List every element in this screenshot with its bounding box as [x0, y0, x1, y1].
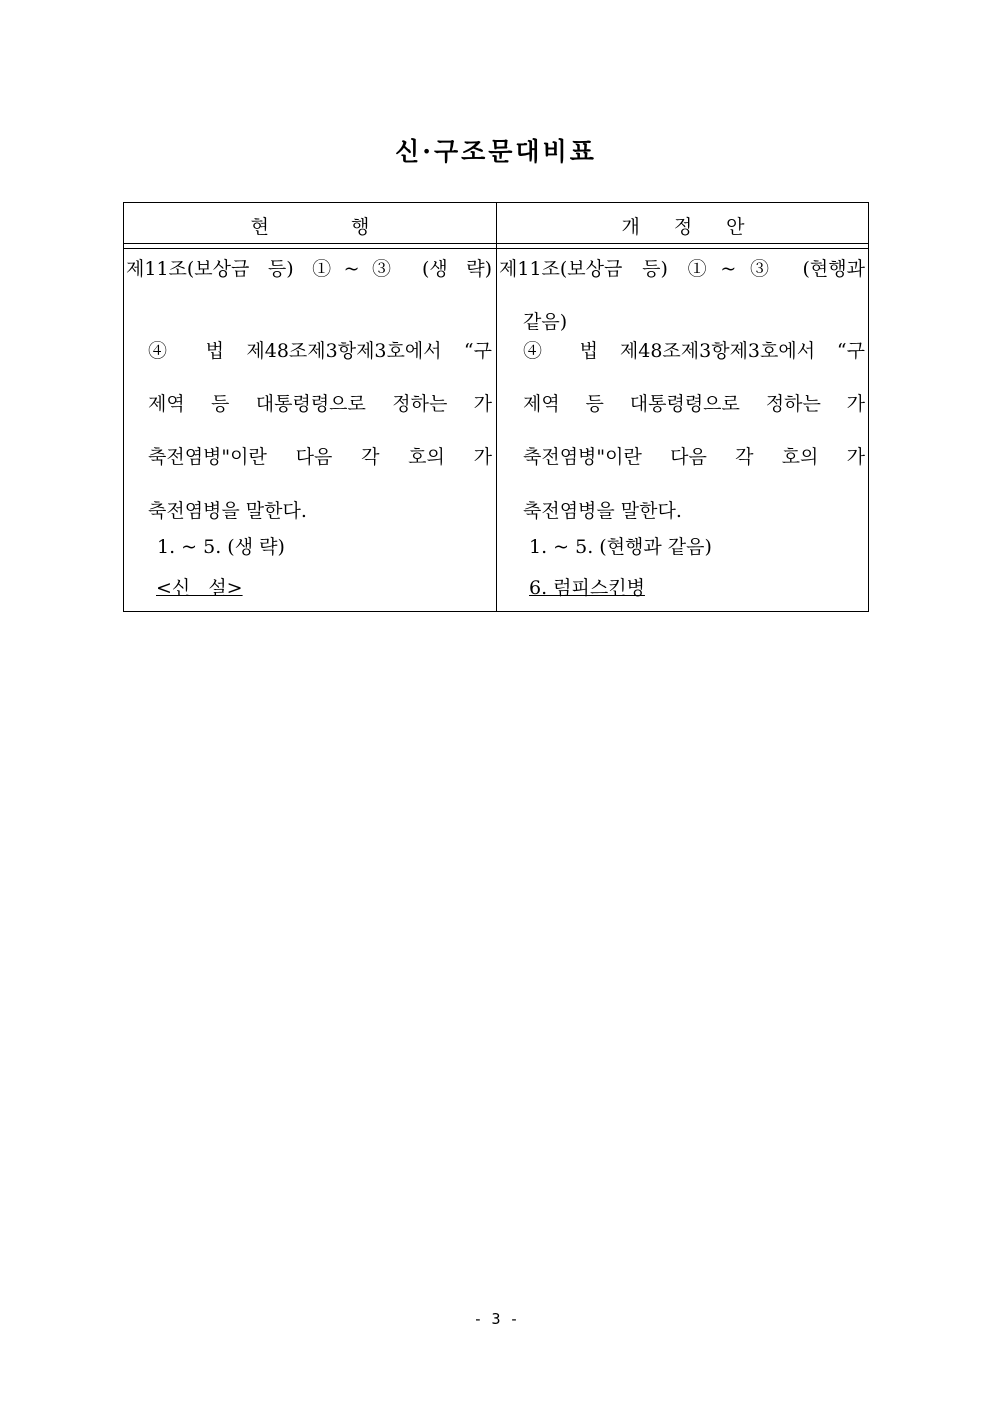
revised-para4-line3: 축전염병"이란 다음 각 호의 가	[523, 446, 865, 468]
header-revised: 개정안	[621, 216, 779, 238]
current-para4-line3: 축전염병"이란 다음 각 호의 가	[148, 446, 492, 468]
revised-article-line1: 제11조(보상금 등) ①~③ (현행과	[499, 258, 865, 280]
header-divider-top	[124, 243, 868, 244]
page-number: - 3 -	[473, 1310, 519, 1328]
revised-para4-line4: 축전염병을 말한다.	[523, 500, 682, 522]
revised-items: 1. ~ 5. (현행과 같음)	[529, 536, 712, 558]
revised-new-item: 6. 럼피스킨병	[529, 577, 645, 599]
document-title: 신·구조문대비표	[395, 137, 597, 166]
column-divider	[496, 203, 497, 611]
revised-para4-line1: ④ 법 제48조제3항제3호에서 “구	[523, 340, 865, 362]
current-article-line: 제11조(보상금 등) ①~③ (생 략)	[126, 258, 492, 280]
comparison-table	[123, 202, 869, 612]
revised-article-line2: 같음)	[523, 311, 568, 333]
header-current: 현행	[250, 216, 452, 238]
current-para4-line2: 제역 등 대통령령으로 정하는 가	[148, 393, 492, 415]
revised-para4-line2: 제역 등 대통령령으로 정하는 가	[523, 393, 865, 415]
header-divider-bottom	[124, 248, 868, 249]
current-para4-line1: ④ 법 제48조제3항제3호에서 “구	[148, 340, 492, 362]
current-para4-line4: 축전염병을 말한다.	[148, 500, 307, 522]
current-new-item: <신 설>	[156, 577, 243, 599]
current-items: 1. ~ 5. (생 략)	[157, 536, 285, 558]
